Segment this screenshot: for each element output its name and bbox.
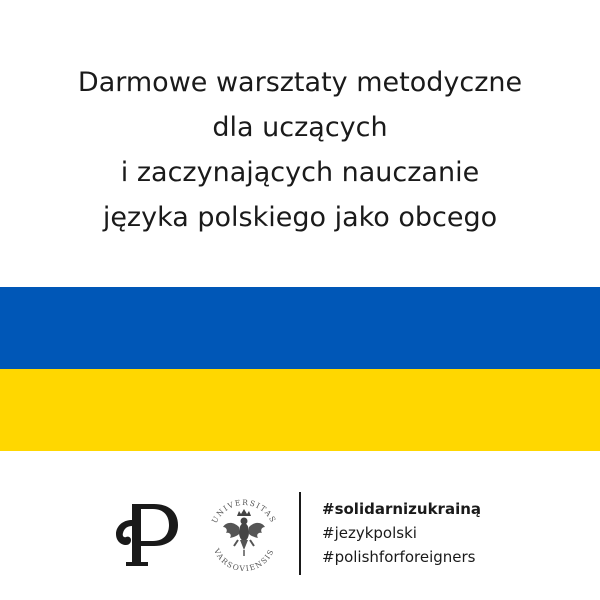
flag-yellow-band	[0, 369, 600, 451]
stylized-p-logo-icon	[108, 498, 182, 572]
hashtag-jezykpolski[interactable]: #jezykpolski	[322, 524, 417, 542]
headline-line-4: języka polskiego jako obcego	[102, 202, 498, 233]
hashtag-solidarity[interactable]: #solidarnizukrainą	[322, 500, 482, 518]
seal-text-top: UNIVERSITAS	[209, 497, 279, 525]
headline-line-1: Darmowe warsztaty metodyczne	[77, 67, 523, 98]
headline-line-3: i zaczynających nauczanie	[120, 157, 480, 188]
hashtag-polishforforeigners[interactable]: #polishforforeigners	[322, 548, 476, 566]
flag-blue-band	[0, 287, 600, 369]
divider-line	[299, 492, 301, 575]
seal-text-bottom: VARSOVIENSIS	[212, 547, 276, 574]
headline	[0, 60, 600, 240]
hashtag-list	[322, 497, 481, 569]
headline-line-2: dla uczących	[212, 112, 388, 143]
university-seal-icon	[203, 494, 285, 576]
